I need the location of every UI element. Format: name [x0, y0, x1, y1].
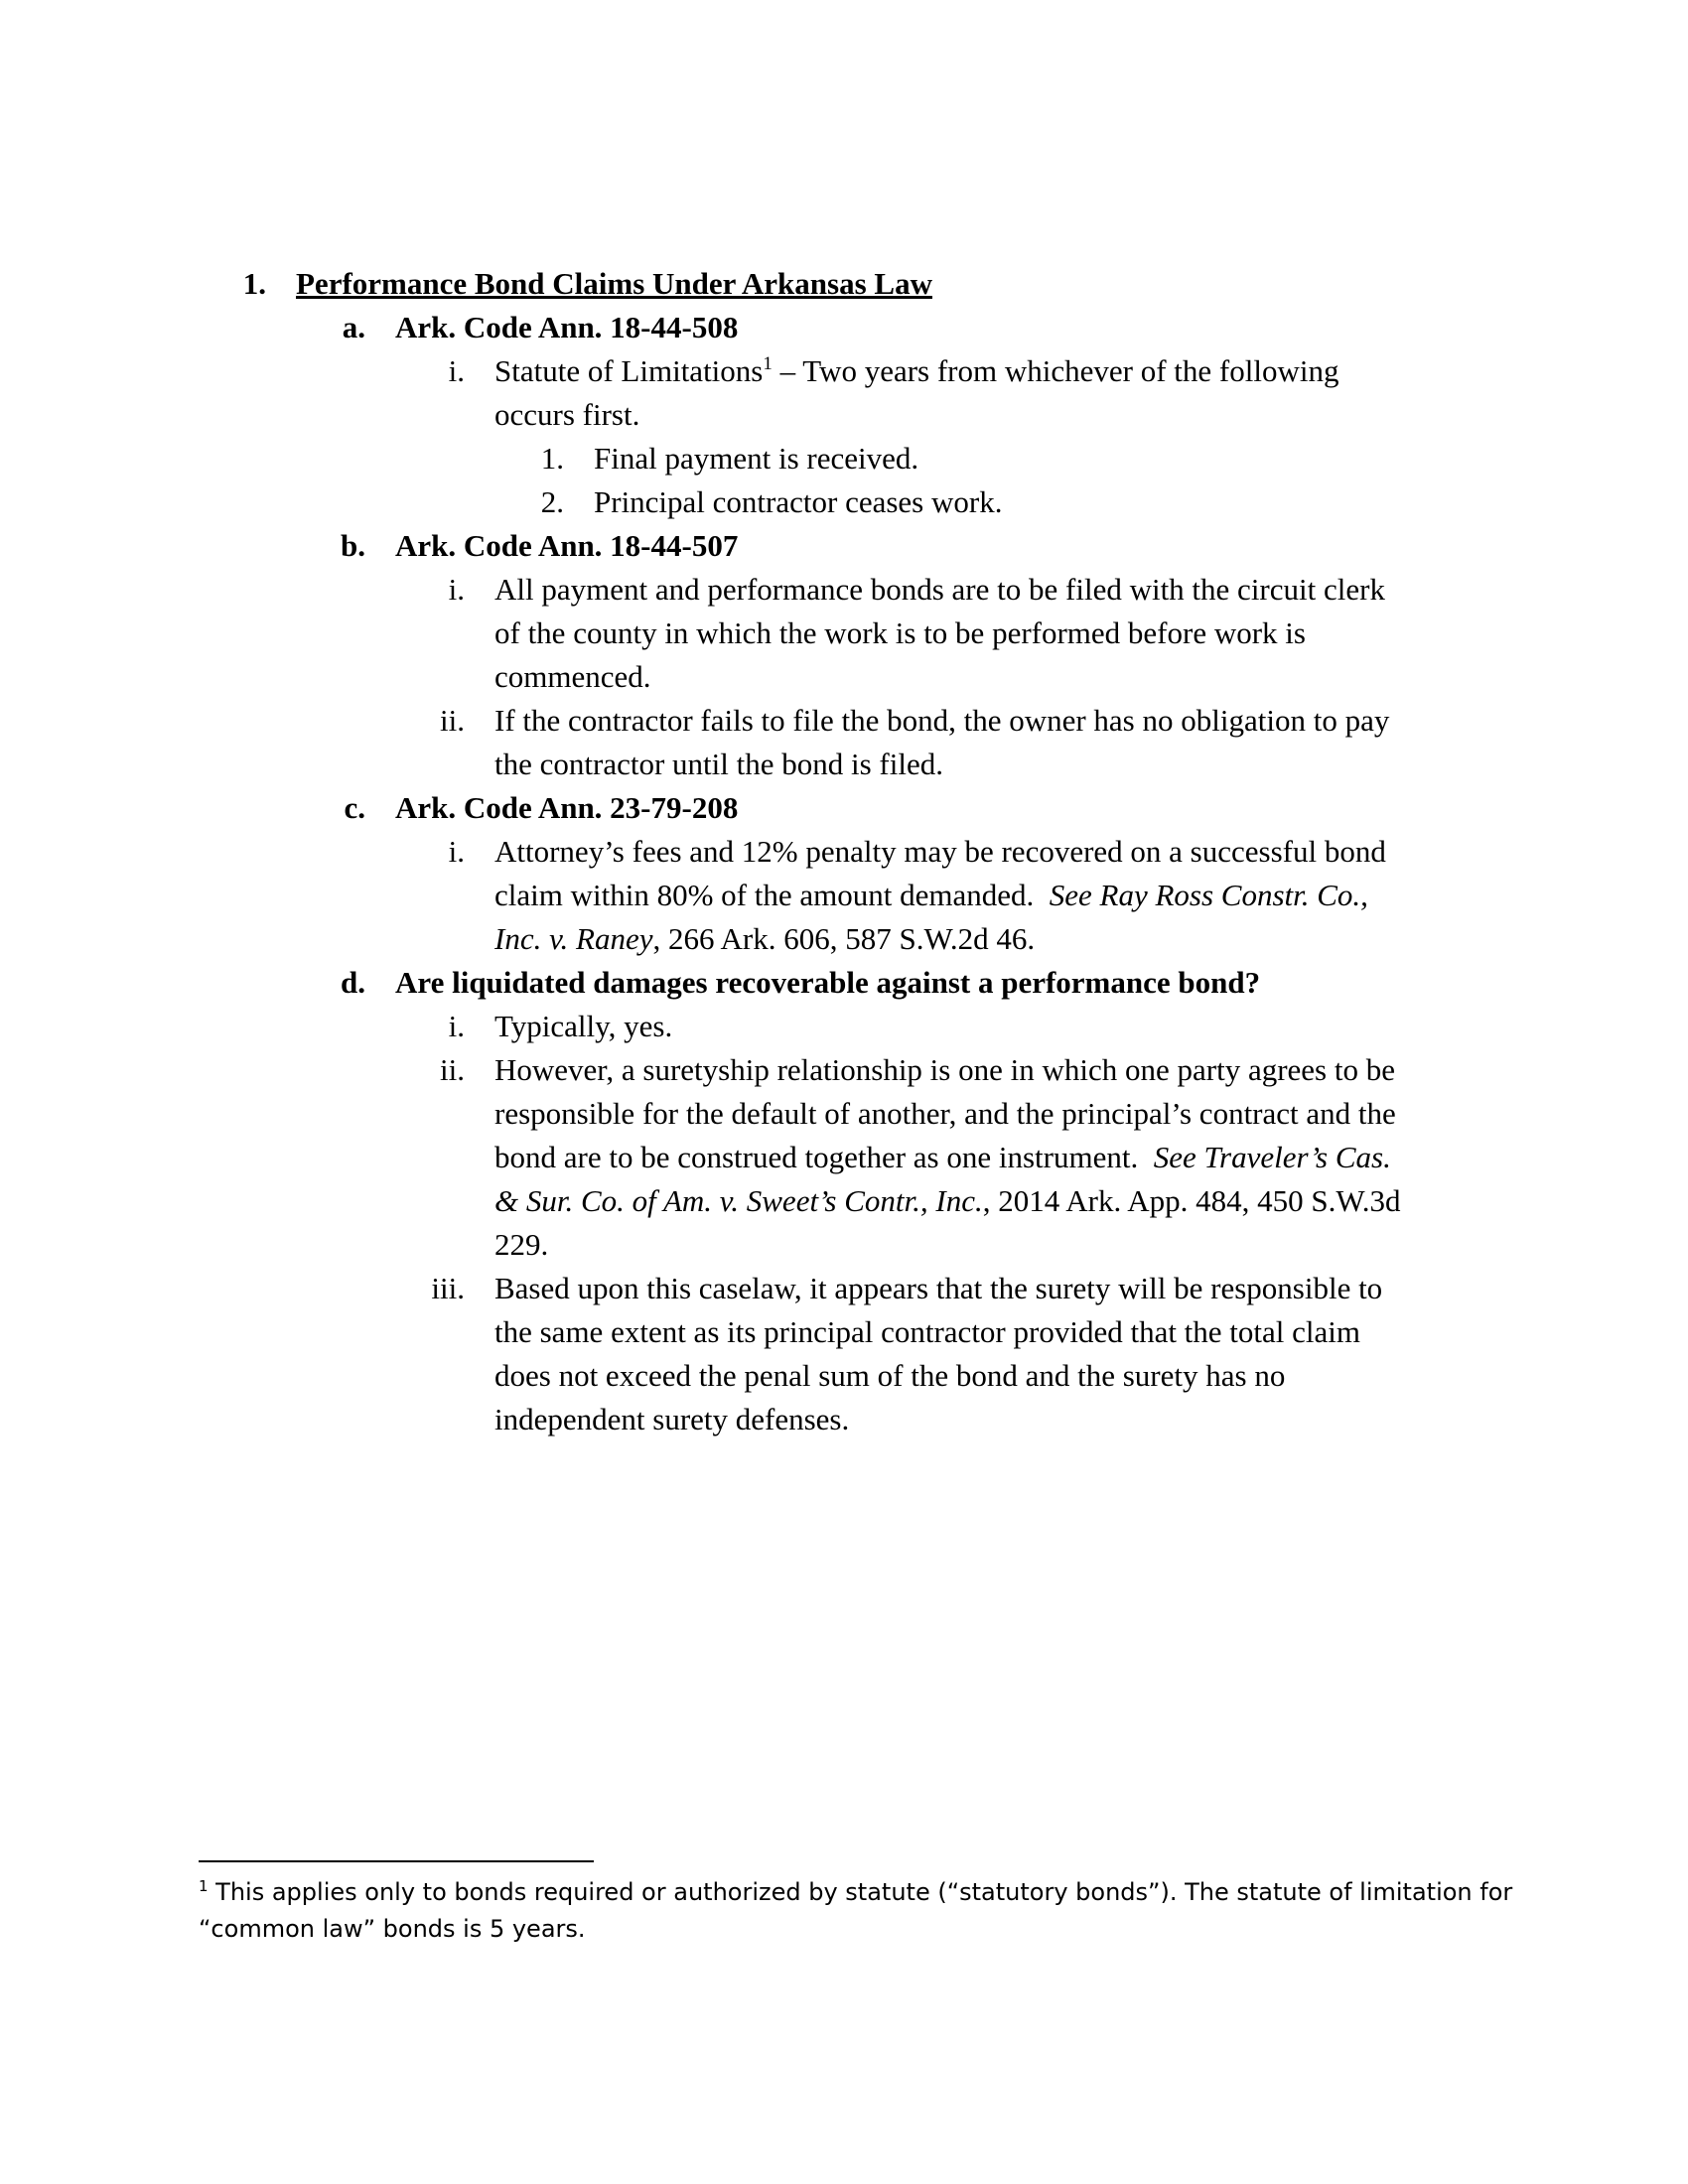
item-number: i.: [448, 1009, 465, 1043]
item-text-part: , 266 Ark. 606, 587 S.W.2d 46.: [652, 921, 1036, 956]
subsection-c-title: Ark. Code Ann. 23-79-208: [395, 790, 739, 825]
item-text: does not exceed the penal sum of the bond and the surety has no: [494, 1358, 1286, 1393]
footnote-separator: [199, 1860, 594, 1862]
item-text: independent surety defenses.: [494, 1402, 850, 1436]
item-text: [494, 917, 1035, 961]
item-number: i.: [448, 834, 465, 869]
case-citation: & Sur. Co. of Am. v. Sweet’s Contr., Inc.: [494, 1183, 983, 1218]
item-text: 229.: [494, 1227, 549, 1262]
item-text: All payment and performance bonds are to be filed with the circuit clerk: [494, 572, 1385, 607]
item-number: i.: [448, 572, 465, 607]
subsection-b-title: Ark. Code Ann. 18-44-507: [395, 528, 739, 563]
statute-of-limitations-label: Statute of Limitations: [494, 353, 764, 388]
item-number: iii.: [431, 1271, 465, 1305]
section-number: 1.: [242, 266, 266, 301]
item-number: 1.: [540, 441, 564, 476]
item-text-part: claim within 80% of the amount demanded.: [494, 878, 1050, 912]
item-number: ii.: [440, 1052, 465, 1087]
subsection-c-letter: c.: [344, 790, 365, 825]
footnote-text: This applies only to bonds required or authorized by statute (“statutory bonds”). The statute of limitation for “common law” bonds is 5 years.: [199, 1878, 1513, 1943]
item-text-rest: – Two years from whichever of the following: [772, 353, 1339, 388]
item-text: Based upon this caselaw, it appears that the surety will be responsible to: [494, 1271, 1383, 1305]
subsection-a-letter: a.: [342, 310, 365, 344]
item-number: 2.: [540, 484, 564, 519]
item-text: the same extent as its principal contractor provided that the total claim: [494, 1314, 1361, 1349]
case-citation: Inc. v. Raney: [494, 921, 653, 956]
subsection-b-letter: b.: [341, 528, 365, 563]
item-text: If the contractor fails to file the bond, the owner has no obligation to pay: [494, 703, 1390, 738]
footnote-reference[interactable]: 1: [763, 353, 773, 374]
item-number: i.: [448, 353, 465, 388]
item-text: [494, 874, 1368, 917]
item-text: Typically, yes.: [494, 1009, 673, 1043]
item-text: commenced.: [494, 659, 651, 694]
item-number: ii.: [440, 703, 465, 738]
item-text: of the county in which the work is to be performed before work is: [494, 615, 1306, 650]
case-citation: See Ray Ross Constr. Co.,: [1049, 878, 1368, 912]
item-text-part: bond are to be construed together as one instrument.: [494, 1140, 1154, 1174]
item-text: Attorney’s fees and 12% penalty may be recovered on a successful bond: [494, 834, 1386, 869]
subsection-d-title: Are liquidated damages recoverable against a performance bond?: [395, 965, 1261, 1000]
footnote-mark: 1: [199, 1877, 209, 1895]
case-citation: See Traveler’s Cas.: [1153, 1140, 1391, 1174]
subsection-a-title: Ark. Code Ann. 18-44-508: [395, 310, 739, 344]
item-text-part: , 2014 Ark. App. 484, 450 S.W.3d: [982, 1183, 1401, 1218]
item-text: responsible for the default of another, and the principal’s contract and the: [494, 1096, 1396, 1131]
footnote: [199, 1874, 1519, 1948]
item-text: occurs first.: [494, 397, 640, 432]
item-text: Final payment is received.: [594, 441, 919, 476]
item-text: [494, 1179, 1401, 1223]
item-text: the contractor until the bond is filed.: [494, 747, 943, 781]
subsection-d-letter: d.: [341, 965, 365, 1000]
item-text: [494, 1136, 1391, 1179]
item-text: However, a suretyship relationship is one in which one party agrees to be: [494, 1052, 1395, 1087]
section-title: Performance Bond Claims Under Arkansas Law: [296, 266, 932, 301]
item-text: Principal contractor ceases work.: [594, 484, 1003, 519]
item-text: [494, 349, 1338, 393]
